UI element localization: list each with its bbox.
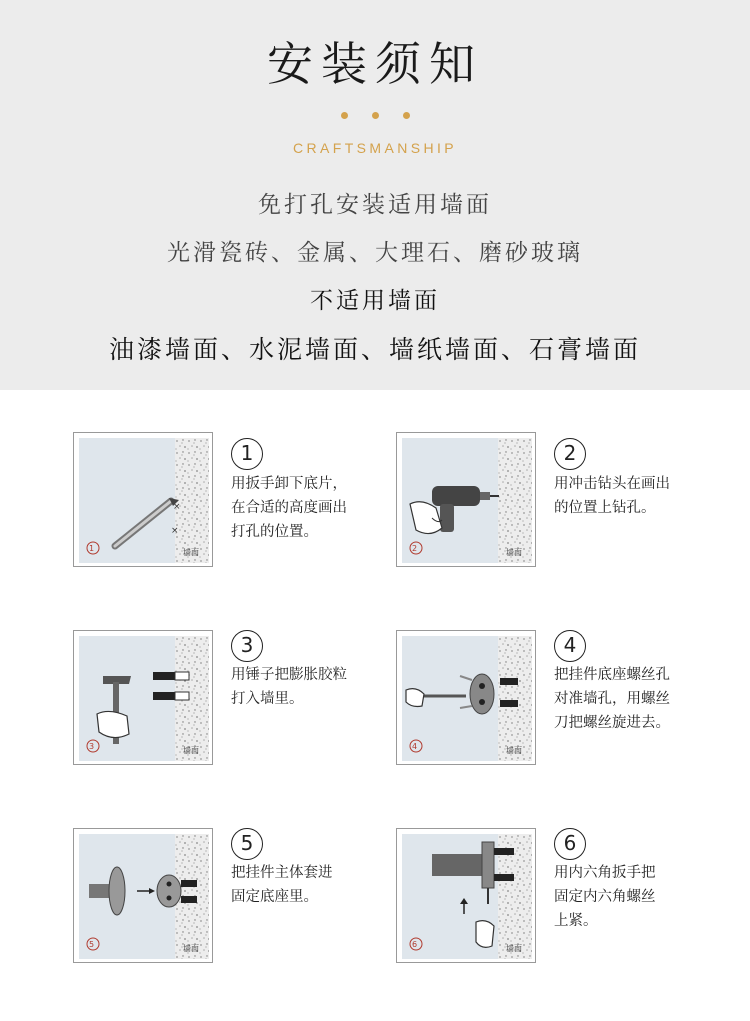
- svg-text:×: ×: [173, 502, 181, 512]
- svg-text:2: 2: [412, 544, 418, 553]
- step-description: 把挂件主体套进 固定底座里。: [231, 865, 333, 905]
- step-illustration: [396, 828, 536, 963]
- step-number: 6: [554, 828, 586, 860]
- pencil-marking-icon: [79, 438, 209, 563]
- header-section: [0, 0, 750, 390]
- suitable-heading: 免打孔安装适用墙面: [258, 192, 492, 218]
- step-number: 2: [554, 438, 586, 470]
- step-description: 用冲击钻头在画出 的位置上钻孔。: [554, 476, 670, 516]
- wall-label: 墙面: [183, 944, 199, 953]
- step-description: 用扳手卸下底片， 在合适的高度画出 打孔的位置。: [231, 476, 347, 540]
- wall-label: 墙面: [506, 548, 522, 557]
- step-illustration: [73, 630, 213, 765]
- step-number: 3: [231, 630, 263, 662]
- hex-wrench-icon: [402, 834, 532, 959]
- step-illustration: [396, 630, 536, 765]
- svg-text:×: ×: [171, 526, 179, 536]
- subtitle: CRAFTSMANSHIP: [293, 140, 457, 156]
- svg-text:4: 4: [412, 742, 418, 751]
- step-number: 4: [554, 630, 586, 662]
- dot-icon: [403, 112, 410, 119]
- wall-label: 墙面: [506, 944, 522, 953]
- drill-icon: [402, 438, 532, 563]
- wall-label: 墙面: [183, 548, 199, 557]
- page-title: 安装须知: [267, 37, 483, 91]
- wall-label: 墙面: [183, 746, 199, 755]
- svg-text:5: 5: [89, 940, 95, 949]
- hammer-icon: [79, 636, 209, 761]
- step-number: 5: [231, 828, 263, 860]
- dot-icon: [341, 112, 348, 119]
- unsuitable-heading: 不适用墙面: [310, 288, 440, 314]
- step-number: 1: [231, 438, 263, 470]
- step-description: 用锤子把膨胀胶粒 打入墙里。: [231, 667, 347, 707]
- svg-text:3: 3: [89, 742, 95, 751]
- svg-text:6: 6: [412, 940, 418, 949]
- screwdriver-icon: [402, 636, 532, 761]
- step-illustration: [73, 828, 213, 963]
- dot-icon: [372, 112, 379, 119]
- mount-assembly-icon: [79, 834, 209, 959]
- step-description: 把挂件底座螺丝孔 对准墙孔，用螺丝 刀把螺丝旋进去。: [554, 667, 670, 731]
- decorative-dots: [0, 104, 750, 123]
- step-illustration: [396, 432, 536, 567]
- suitable-walls: 光滑瓷砖、金属、大理石、磨砂玻璃: [167, 240, 583, 266]
- step-description: 用内六角扳手把 固定内六角螺丝 上紧。: [554, 865, 656, 929]
- wall-label: 墙面: [506, 746, 522, 755]
- unsuitable-walls: 油漆墙面、水泥墙面、墙纸墙面、石膏墙面: [108, 335, 641, 364]
- svg-text:1: 1: [89, 544, 95, 553]
- step-illustration: [73, 432, 213, 567]
